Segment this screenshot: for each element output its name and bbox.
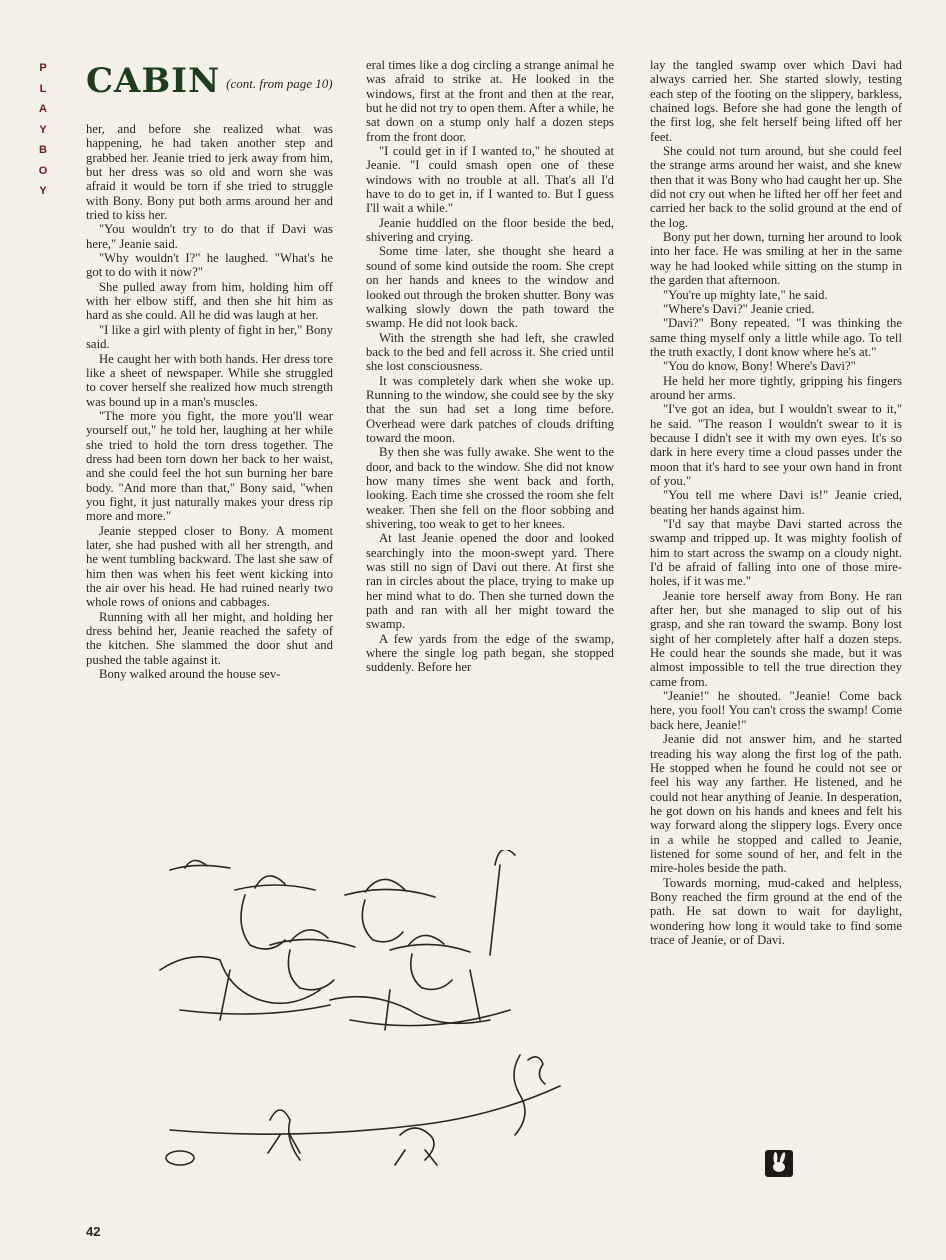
magazine-letter: Y <box>39 123 47 136</box>
paragraph: Towards morning, mud-caked and helpless, Bony reached the firm ground at the end of the path. He sat down to wait for daylight, wondering how long it would take to find some trace of Jeanie, or of Davi. <box>650 875 902 947</box>
paragraph: A few yards from the edge of the swamp, where the single log path began, she stopped suddenly. Before her <box>366 631 614 675</box>
paragraph: Bony put her down, turning her around to look into her face. He was smiling at her in the same way he had looked while sitting on the stump in the garden that afternoon. <box>650 230 902 288</box>
sombrero <box>345 879 435 897</box>
paragraph: "Why wouldn't I?" he laughed. "What's he got to do with it now?" <box>86 251 333 280</box>
column-3 <box>650 58 902 947</box>
playboy-rabbit-icon <box>765 1150 793 1177</box>
paragraph: "I've got an idea, but I wouldn't swear to it," he said. "The reason I wouldn't swear to it is because I didn't see it with my own eyes. It's so dark in here every time a cloud passes under the moon that it's hard to see your own hand in front of you." <box>650 402 902 488</box>
face <box>362 900 403 942</box>
paragraph: He caught her with both hands. Her dress tore like a sheet of newspaper. While she struggled to cover herself she realized how much strength was bound up in a man's muscles. <box>86 351 333 409</box>
body <box>330 997 490 1024</box>
paragraph: With the strength she had left, she crawled back to the bed and fell across it. She cried until she lost consciousness. <box>366 330 614 374</box>
paragraph: "Where's Davi?" Jeanie cried. <box>663 301 815 316</box>
paragraph: her, and before she realized what was happening, he had taken another step and grabbed her. Jeanie tried to jerk away from him, but her dress was so old and worn she was afraid it would be torn if she tried to struggle with Bony. Bony put both arms around her and tried to kiss her. <box>86 122 333 223</box>
paragraph: She could not turn around, but she could feel the strange arms around her waist, and she knew then that it was Bony who had caught her up. She did not cry out when he lifted her off her feet and carried her back to the solid ground at the end of the log. <box>650 144 902 230</box>
magazine-letter: O <box>38 164 48 177</box>
paragraph: "The more you fight, the more you'll wear yourself out," he told her, laughing at her while she tried to hold the torn dress together. The dress had been torn down her back to her waist, and she could feel the hot sun burning her bare body. "And more than that," Bony said, "when you fight, it just naturally makes your dress rip more and more." <box>86 408 333 524</box>
paragraph: She pulled away from him, holding him off with her elbow stiff, and then she hit him as hard as she could. All he did was laugh at her. <box>86 279 333 323</box>
small-figure <box>268 1110 300 1160</box>
story-title: CABIN <box>86 61 221 101</box>
face <box>241 895 285 949</box>
rabbit-head-icon <box>765 1150 793 1177</box>
continued-note: (cont. from page 10) <box>226 76 333 91</box>
small-figure <box>166 1151 194 1165</box>
paragraph: "You tell me where Davi is!" Jeanie cried, beating her hands against him. <box>650 488 902 517</box>
sombrero <box>270 930 355 947</box>
paragraph: "Davi?" Bony repeated. "I was thinking the same thing myself only a little while ago. To tell the truth exactly, I dont know where he's at." <box>650 316 902 359</box>
column-2 <box>366 58 614 675</box>
paragraph: "I like a girl with plenty of fight in her," Bony said. <box>86 322 333 352</box>
sombrero <box>235 876 315 890</box>
face <box>288 950 334 990</box>
face <box>411 954 452 989</box>
magazine-letter: Y <box>39 185 47 197</box>
magazine-name-vertical <box>36 58 50 202</box>
sombrero <box>490 850 515 955</box>
paragraph: eral times like a dog circling a strange animal he was afraid to strike at. He looked in the windows, first at the front and then at the rear, but he did not try to open them. After a while, he sat down on a stump only half a dozen steps from the front door. <box>366 58 614 144</box>
paragraph: Jeanie did not answer him, and he started treading his way along the first log of the path. He stopped when he found he could not see or feel his way any farther. He listened, and he could not hear anything of Jeanie. In desperation, he got down on his hands and knees and felt his way forward along the slippery logs. Every once in a while he stopped and called to Jeanie, listened for some sound of her, and felt in the mire-holes beside the path. <box>650 732 902 876</box>
paragraph: "You wouldn't try to do that if Davi was here," Jeanie said. <box>86 222 333 251</box>
page-number: 42 <box>86 1224 101 1239</box>
paragraph: Jeanie huddled on the floor beside the bed, shivering and crying. <box>366 215 614 245</box>
paragraph: lay the tangled swamp over which Davi had always carried her. She started slowly, testing each step of the footing on the slippery, barkless, chained logs. Before she had gone the length of the first log, she felt herself being lifted off her feet. <box>650 58 902 144</box>
paragraph: By then she was fully awake. She went to the door, and back to the window. She did not know how many times she went back and forth, looking. Each time she crossed the room she felt weaker. Then she fell on the floor sobbing and shivering, too weak to get to her knees. <box>366 445 614 531</box>
cartoon-illustration <box>150 850 610 1190</box>
magazine-letter: L <box>39 82 47 95</box>
paragraph: Some time later, she thought she heard a sound of some kind outside the room. She crept on her hands and knees to the window and looked out through the broken shutter. Bony was walking slowly down the path toward the swamp. He did not look back. <box>366 244 614 331</box>
body <box>160 957 320 1004</box>
paragraph: Bony walked around the house sev- <box>99 667 281 682</box>
small-figure <box>395 1128 437 1165</box>
sombrero <box>390 935 470 952</box>
ground-line <box>170 1086 560 1134</box>
magazine-letter: P <box>39 62 47 74</box>
magazine-letter: B <box>39 144 47 156</box>
paragraph: Jeanie stepped closer to Bony. A moment later, she had pushed with all her strength, and he went tumbling backward. The last she saw of him then was when his feet went kicking into the air over his head. He had ruined nearly two whole rows of onions and cabbages. <box>86 523 333 610</box>
magazine-letter: A <box>39 103 47 115</box>
paragraph: Jeanie tore herself away from Bony. He ran after her, but she managed to slip out of his grasp, and she ran toward the swamp. Bony lost sight of her completely after half a dozen steps. He could hear the sounds she made, but it was almost impossible to tell the true direction they came from. <box>650 588 902 689</box>
paragraph: At last Jeanie opened the door and looked searchingly into the moon-swept yard. There was still no sign of Davi out there. At first she ran in circles about the place, trying to make up her mind what to do. Then she turned down the path and ran with all her might toward the swamp. <box>366 531 614 632</box>
paragraph: "I'd say that maybe Davi started across the swamp and tripped up. It was mighty foolish of him to start across the swamp on a cloudy night. I'd be afraid of falling into one of those mire-holes, if it was me." <box>650 517 902 589</box>
paragraph: "You're up mighty late," he said. <box>663 287 828 302</box>
paragraph: It was completely dark when she woke up. Running to the window, she could see by the sky that the sun had set a long time before. Overhead were dark patches of clouds drifting toward the moon. <box>366 373 614 445</box>
paragraph: "I could get in if I wanted to," he shouted at Jeanie. "I could smash open one of these windows with no trouble at all. That's all I'd have to do to get in, if I wanted to. But I guess I'll wait a while." <box>366 144 614 216</box>
paragraph: "You do know, Bony! Where's Davi?" <box>663 359 856 374</box>
paragraph: He held her more tightly, gripping his fingers around her arms. <box>650 373 902 402</box>
paragraph: Running with all her might, and holding her dress behind her, Jeanie reached the safety of the kitchen. She slammed the door shut and pushed the table against it. <box>86 609 333 667</box>
column-1 <box>86 122 333 681</box>
paragraph: "Jeanie!" he shouted. "Jeanie! Come back here, you fool! You can't cross the swamp! Come back here, Jeanie!" <box>650 689 902 732</box>
story-heading <box>86 58 333 101</box>
sombrero <box>170 860 230 870</box>
